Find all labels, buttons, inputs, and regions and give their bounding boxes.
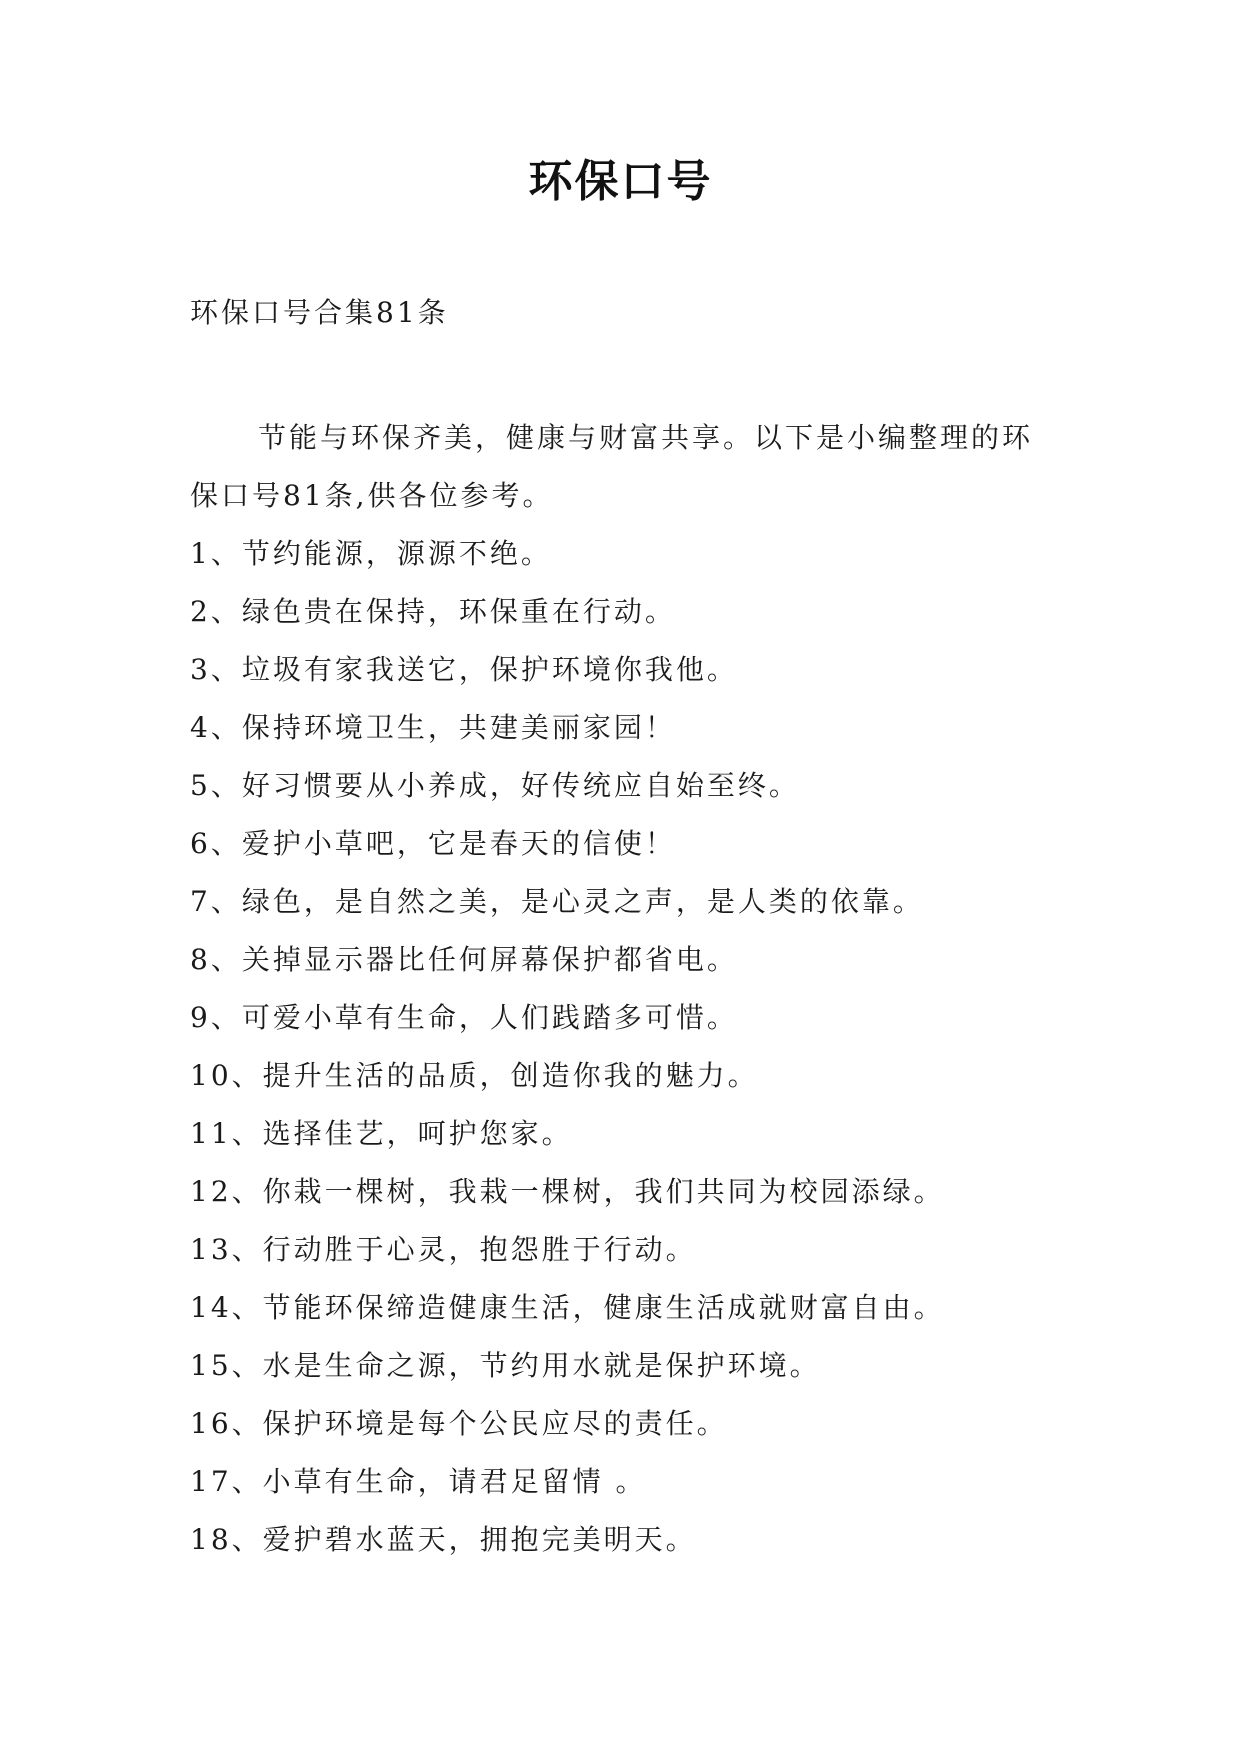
slogan-item: 8、关掉显示器比任何屏幕保护都省电。 bbox=[190, 943, 738, 976]
slogan-item: 15、水是生命之源，节约用水就是保护环境。 bbox=[190, 1349, 821, 1382]
document-subtitle: 环保口号合集81条 bbox=[190, 296, 449, 329]
slogan-item: 18、爱护碧水蓝天，拥抱完美明天。 bbox=[190, 1523, 697, 1556]
slogan-item: 7、绿色，是自然之美，是心灵之声，是人类的依靠。 bbox=[190, 885, 924, 918]
slogan-list bbox=[190, 525, 1090, 1569]
slogan-item: 3、垃圾有家我送它，保护环境你我他。 bbox=[190, 653, 738, 686]
slogan-item: 11、选择佳艺，呵护您家。 bbox=[190, 1117, 573, 1150]
slogan-item: 12、你栽一棵树，我栽一棵树，我们共同为校园添绿。 bbox=[190, 1175, 945, 1208]
slogan-item: 14、节能环保缔造健康生活，健康生活成就财富自由。 bbox=[190, 1291, 945, 1324]
slogan-item: 6、爱护小草吧，它是春天的信使！ bbox=[190, 827, 676, 860]
intro-paragraph: 节能与环保齐美，健康与财富共享。以下是小编整理的环保口号81条,供各位参考。 bbox=[190, 421, 1034, 512]
slogan-item: 2、绿色贵在保持，环保重在行动。 bbox=[190, 595, 676, 628]
document-title: 环保口号 bbox=[528, 156, 713, 207]
slogan-item: 1、节约能源，源源不绝。 bbox=[190, 537, 552, 570]
slogan-item: 10、提升生活的品质，创造你我的魅力。 bbox=[190, 1059, 759, 1092]
slogan-item: 5、好习惯要从小养成，好传统应自始至终。 bbox=[190, 769, 800, 802]
slogan-item: 16、保护环境是每个公民应尽的责任。 bbox=[190, 1407, 728, 1440]
slogan-item: 17、小草有生命，请君足留情 。 bbox=[190, 1465, 647, 1498]
slogan-item: 4、保持环境卫生，共建美丽家园！ bbox=[190, 711, 676, 744]
slogan-item: 9、可爱小草有生命，人们践踏多可惜。 bbox=[190, 1001, 738, 1034]
slogan-item: 13、行动胜于心灵，抱怨胜于行动。 bbox=[190, 1233, 697, 1266]
